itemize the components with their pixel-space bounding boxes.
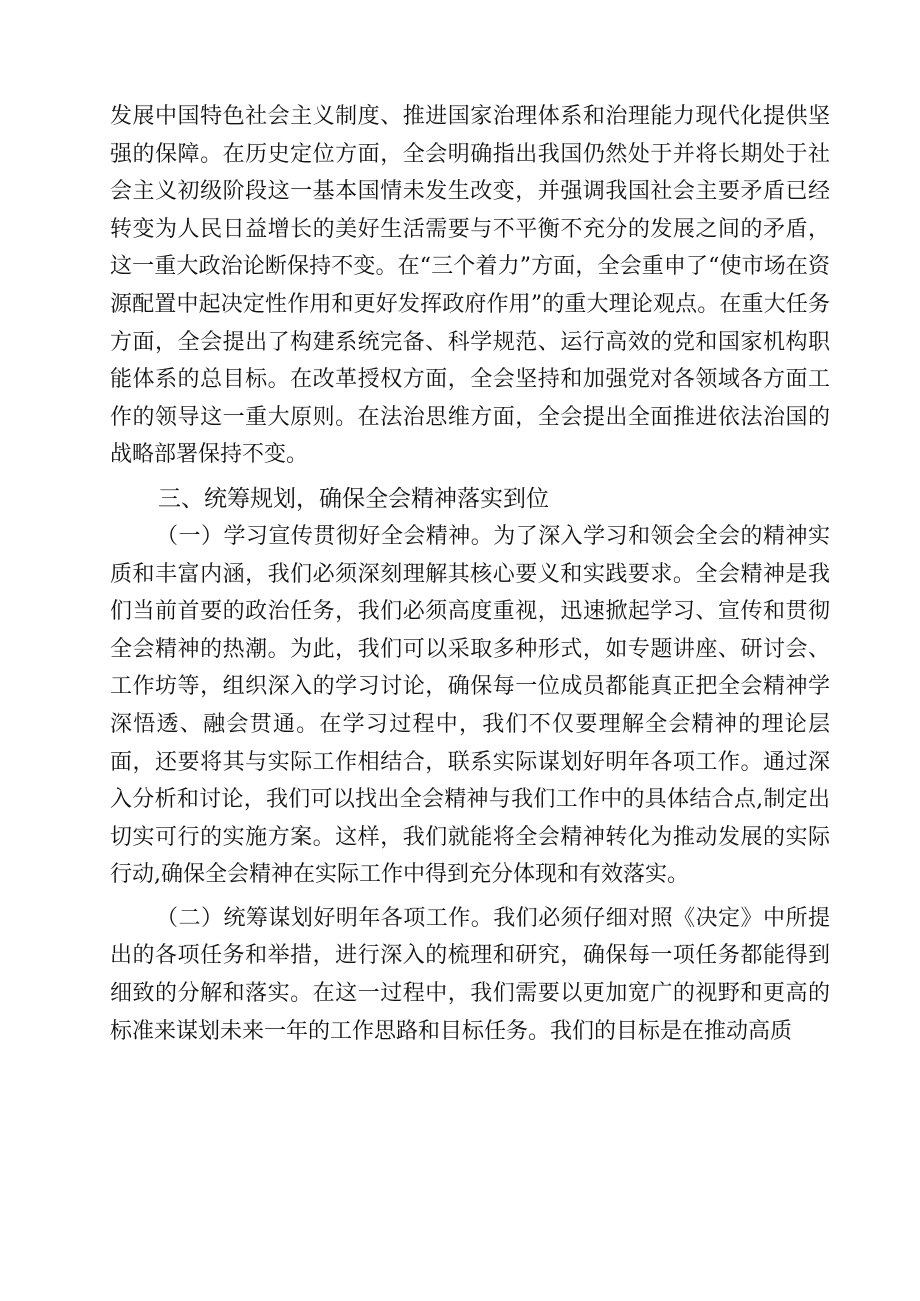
document-body	[110, 98, 830, 1050]
paragraph-study-spirit: （一）学习宣传贯彻好全会精神。为了深入学习和领会全会的精神实质和丰富内涵，我们必须深刻理解其核心要义和实践要求。全会精神是我们当前首要的政治任务，我们必须高度重视，迅速掀起学习、宣传和贯彻全会精神的热潮。为此，我们可以采取多种形式，如专题讲座、研讨会、工作坊等，组织深入的学习讨论，确保每一位成员都能真正把全会精神学深悟透、融会贯通。在学习过程中，我们不仅要理解全会精神的理论层面，还要将其与实际工作相结合，联系实际谋划好明年各项工作。通过深入分析和讨论，我们可以找出全会精神与我们工作中的具体结合点,制定出切实可行的实施方案。这样，我们就能将全会精神转化为推动发展的实际行动,确保全会精神在实际工作中得到充分体现和有效落实。	[110, 523, 830, 888]
paragraph-plan-work: （二）统筹谋划好明年各项工作。我们必须仔细对照《决定》中所提出的各项任务和举措，进行深入的梳理和研究，确保每一项任务都能得到细致的分解和落实。在这一过程中，我们需要以更加宽广的视野和更高的标准来谋划未来一年的工作思路和目标任务。我们的目标是在推动高质	[110, 905, 830, 1044]
section-heading-3: 三、统筹规划，确保全会精神落实到位	[158, 485, 549, 512]
paragraph-continuation: 发展中国特色社会主义制度、推进国家治理体系和治理能力现代化提供坚强的保障。在历史定位方面，全会明确指出我国仍然处于并将长期处于社会主义初级阶段这一基本国情未发生改变，并强调我国社会主要矛盾已经转变为人民日益增长的美好生活需要与不平衡不充分的发展之间的矛盾，这一重大政治论断保持不变。在“三个着力”方面，全会重申了“使市场在资源配置中起决定性作用和更好发挥政府作用”的重大理论观点。在重大任务方面，全会提出了构建系统完备、科学规范、运行高效的党和国家机构职能体系的总目标。在改革授权方面，全会坚持和加强党对各领域各方面工作的领导这一重大原则。在法治思维方面，全会提出全面推进依法治国的战略部署保持不变。	[110, 104, 830, 468]
